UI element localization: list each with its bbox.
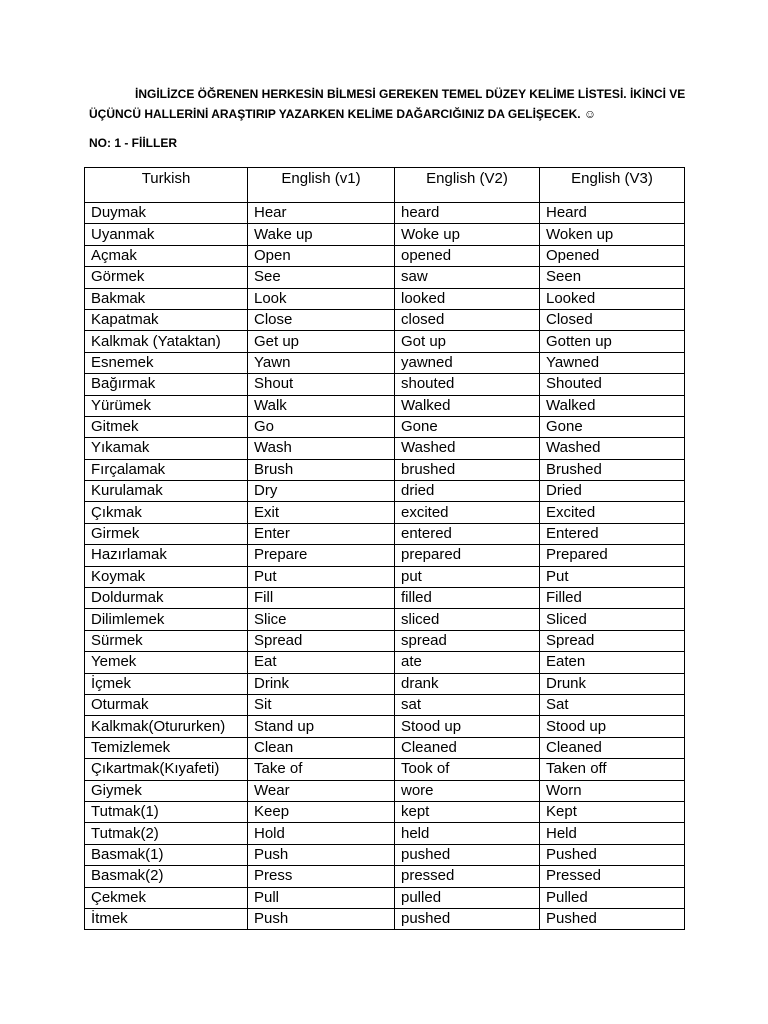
cell-english-v2: looked: [395, 288, 540, 309]
cell-english-v2: saw: [395, 267, 540, 288]
cell-english-v1: Spread: [248, 630, 395, 651]
cell-turkish: Çekmek: [85, 887, 248, 908]
table-header-row: [85, 168, 685, 203]
cell-turkish: Yemek: [85, 652, 248, 673]
cell-english-v1: Exit: [248, 502, 395, 523]
cell-english-v2: heard: [395, 203, 540, 224]
cell-english-v3: Prepared: [540, 545, 685, 566]
cell-english-v3: Brushed: [540, 459, 685, 480]
table-row: [85, 652, 685, 673]
cell-english-v2: filled: [395, 588, 540, 609]
cell-turkish: Temizlemek: [85, 737, 248, 758]
cell-english-v2: Walked: [395, 395, 540, 416]
cell-english-v1: See: [248, 267, 395, 288]
table-row: [85, 630, 685, 651]
table-row: [85, 502, 685, 523]
cell-english-v2: Got up: [395, 331, 540, 352]
table-row: [85, 481, 685, 502]
cell-english-v2: Took of: [395, 759, 540, 780]
cell-english-v1: Put: [248, 566, 395, 587]
cell-english-v2: sat: [395, 694, 540, 715]
table-row: [85, 566, 685, 587]
header-english-v2: English (V2): [395, 168, 540, 203]
cell-turkish: Kapatmak: [85, 309, 248, 330]
cell-turkish: Duymak: [85, 203, 248, 224]
cell-english-v3: Pushed: [540, 908, 685, 929]
cell-english-v2: dried: [395, 481, 540, 502]
cell-english-v1: Get up: [248, 331, 395, 352]
cell-english-v2: opened: [395, 245, 540, 266]
cell-english-v1: Sit: [248, 694, 395, 715]
cell-english-v1: Pull: [248, 887, 395, 908]
cell-english-v1: Open: [248, 245, 395, 266]
cell-turkish: Giymek: [85, 780, 248, 801]
table-row: [85, 459, 685, 480]
cell-english-v3: Looked: [540, 288, 685, 309]
table-row: [85, 780, 685, 801]
cell-english-v2: Gone: [395, 416, 540, 437]
cell-english-v3: Pressed: [540, 866, 685, 887]
cell-turkish: Koymak: [85, 566, 248, 587]
table-row: [85, 844, 685, 865]
cell-english-v3: Held: [540, 823, 685, 844]
table-row: [85, 288, 685, 309]
table-row: [85, 438, 685, 459]
document-intro: İNGİLİZCE ÖĞRENEN HERKESİN BİLMESİ GEREKEN TEMEL DÜZEY KELİME LİSTESİ. İKİNCİ VE ÜÇÜNCÜ HALLERİNİ ARAŞTIRIP YAZARKEN KELİME DAĞARCIĞINIZ DA GELİŞECEK. ☺: [89, 87, 686, 121]
cell-english-v3: Closed: [540, 309, 685, 330]
cell-english-v3: Yawned: [540, 352, 685, 373]
cell-english-v1: Wake up: [248, 224, 395, 245]
cell-english-v3: Woken up: [540, 224, 685, 245]
cell-english-v3: Filled: [540, 588, 685, 609]
cell-turkish: Tutmak(1): [85, 801, 248, 822]
cell-english-v3: Seen: [540, 267, 685, 288]
cell-english-v3: Shouted: [540, 374, 685, 395]
cell-english-v1: Drink: [248, 673, 395, 694]
cell-turkish: Esnemek: [85, 352, 248, 373]
cell-english-v2: entered: [395, 523, 540, 544]
cell-turkish: Çıkartmak(Kıyafeti): [85, 759, 248, 780]
cell-turkish: Kurulamak: [85, 481, 248, 502]
cell-turkish: Kalkmak (Yataktan): [85, 331, 248, 352]
cell-english-v2: wore: [395, 780, 540, 801]
cell-english-v2: Stood up: [395, 716, 540, 737]
cell-english-v3: Gone: [540, 416, 685, 437]
table-row: [85, 416, 685, 437]
cell-english-v1: Yawn: [248, 352, 395, 373]
cell-english-v3: Put: [540, 566, 685, 587]
cell-english-v2: Washed: [395, 438, 540, 459]
cell-english-v3: Drunk: [540, 673, 685, 694]
cell-english-v1: Hold: [248, 823, 395, 844]
table-row: [85, 759, 685, 780]
cell-english-v1: Slice: [248, 609, 395, 630]
table-row: [85, 331, 685, 352]
cell-turkish: Girmek: [85, 523, 248, 544]
cell-english-v1: Stand up: [248, 716, 395, 737]
cell-english-v2: kept: [395, 801, 540, 822]
cell-english-v3: Taken off: [540, 759, 685, 780]
cell-turkish: Bakmak: [85, 288, 248, 309]
vocabulary-table: [84, 167, 685, 930]
cell-english-v1: Keep: [248, 801, 395, 822]
cell-english-v1: Clean: [248, 737, 395, 758]
cell-english-v2: ate: [395, 652, 540, 673]
table-row: [85, 716, 685, 737]
cell-turkish: Uyanmak: [85, 224, 248, 245]
cell-english-v2: closed: [395, 309, 540, 330]
table-row: [85, 245, 685, 266]
cell-english-v2: Cleaned: [395, 737, 540, 758]
cell-turkish: Oturmak: [85, 694, 248, 715]
cell-turkish: Açmak: [85, 245, 248, 266]
cell-english-v1: Push: [248, 908, 395, 929]
cell-english-v1: Wash: [248, 438, 395, 459]
cell-english-v3: Kept: [540, 801, 685, 822]
table-row: [85, 588, 685, 609]
cell-english-v1: Walk: [248, 395, 395, 416]
cell-turkish: Dilimlemek: [85, 609, 248, 630]
cell-english-v1: Prepare: [248, 545, 395, 566]
cell-english-v3: Pushed: [540, 844, 685, 865]
cell-english-v2: pressed: [395, 866, 540, 887]
table-row: [85, 523, 685, 544]
cell-english-v1: Fill: [248, 588, 395, 609]
cell-english-v2: brushed: [395, 459, 540, 480]
cell-english-v2: pushed: [395, 844, 540, 865]
cell-english-v1: Dry: [248, 481, 395, 502]
cell-english-v1: Press: [248, 866, 395, 887]
cell-english-v3: Cleaned: [540, 737, 685, 758]
cell-english-v3: Pulled: [540, 887, 685, 908]
cell-english-v1: Close: [248, 309, 395, 330]
cell-english-v3: Gotten up: [540, 331, 685, 352]
cell-english-v3: Heard: [540, 203, 685, 224]
table-row: [85, 203, 685, 224]
header-turkish: Turkish: [85, 168, 248, 203]
table-body: [85, 203, 685, 930]
table-row: [85, 609, 685, 630]
cell-english-v2: prepared: [395, 545, 540, 566]
cell-turkish: Hazırlamak: [85, 545, 248, 566]
cell-english-v2: pushed: [395, 908, 540, 929]
table-row: [85, 801, 685, 822]
table-row: [85, 887, 685, 908]
cell-english-v2: spread: [395, 630, 540, 651]
cell-english-v2: Woke up: [395, 224, 540, 245]
cell-english-v1: Shout: [248, 374, 395, 395]
cell-english-v3: Entered: [540, 523, 685, 544]
cell-english-v1: Enter: [248, 523, 395, 544]
cell-english-v2: pulled: [395, 887, 540, 908]
table-row: [85, 374, 685, 395]
cell-turkish: Yürümek: [85, 395, 248, 416]
table-row: [85, 267, 685, 288]
cell-turkish: Sürmek: [85, 630, 248, 651]
cell-turkish: Tutmak(2): [85, 823, 248, 844]
cell-turkish: Gitmek: [85, 416, 248, 437]
cell-turkish: Kalkmak(Otururken): [85, 716, 248, 737]
cell-english-v3: Dried: [540, 481, 685, 502]
cell-english-v2: sliced: [395, 609, 540, 630]
table-row: [85, 309, 685, 330]
cell-english-v1: Hear: [248, 203, 395, 224]
cell-english-v2: excited: [395, 502, 540, 523]
cell-turkish: Basmak(2): [85, 866, 248, 887]
cell-english-v3: Excited: [540, 502, 685, 523]
header-english-v3: English (V3): [540, 168, 685, 203]
table-row: [85, 673, 685, 694]
cell-english-v3: Worn: [540, 780, 685, 801]
cell-english-v3: Spread: [540, 630, 685, 651]
table-row: [85, 224, 685, 245]
cell-turkish: Görmek: [85, 267, 248, 288]
cell-english-v3: Stood up: [540, 716, 685, 737]
cell-turkish: Çıkmak: [85, 502, 248, 523]
table-row: [85, 737, 685, 758]
cell-turkish: Doldurmak: [85, 588, 248, 609]
cell-english-v2: held: [395, 823, 540, 844]
cell-turkish: Bağırmak: [85, 374, 248, 395]
cell-turkish: İtmek: [85, 908, 248, 929]
cell-english-v3: Sliced: [540, 609, 685, 630]
cell-english-v2: drank: [395, 673, 540, 694]
table-row: [85, 694, 685, 715]
cell-turkish: Yıkamak: [85, 438, 248, 459]
cell-english-v2: put: [395, 566, 540, 587]
cell-english-v1: Push: [248, 844, 395, 865]
header-english-v1: English (v1): [248, 168, 395, 203]
cell-english-v3: Eaten: [540, 652, 685, 673]
cell-english-v1: Brush: [248, 459, 395, 480]
table-row: [85, 395, 685, 416]
cell-turkish: İçmek: [85, 673, 248, 694]
cell-turkish: Fırçalamak: [85, 459, 248, 480]
cell-english-v1: Look: [248, 288, 395, 309]
table-row: [85, 545, 685, 566]
section-title: NO: 1 - FİİLLER: [89, 136, 177, 150]
cell-english-v1: Eat: [248, 652, 395, 673]
table-row: [85, 823, 685, 844]
cell-english-v3: Opened: [540, 245, 685, 266]
cell-english-v2: shouted: [395, 374, 540, 395]
cell-english-v1: Take of: [248, 759, 395, 780]
cell-english-v3: Washed: [540, 438, 685, 459]
cell-english-v2: yawned: [395, 352, 540, 373]
cell-english-v3: Walked: [540, 395, 685, 416]
cell-english-v3: Sat: [540, 694, 685, 715]
cell-english-v1: Wear: [248, 780, 395, 801]
cell-english-v1: Go: [248, 416, 395, 437]
table-row: [85, 352, 685, 373]
table-row: [85, 866, 685, 887]
cell-turkish: Basmak(1): [85, 844, 248, 865]
table-row: [85, 908, 685, 929]
